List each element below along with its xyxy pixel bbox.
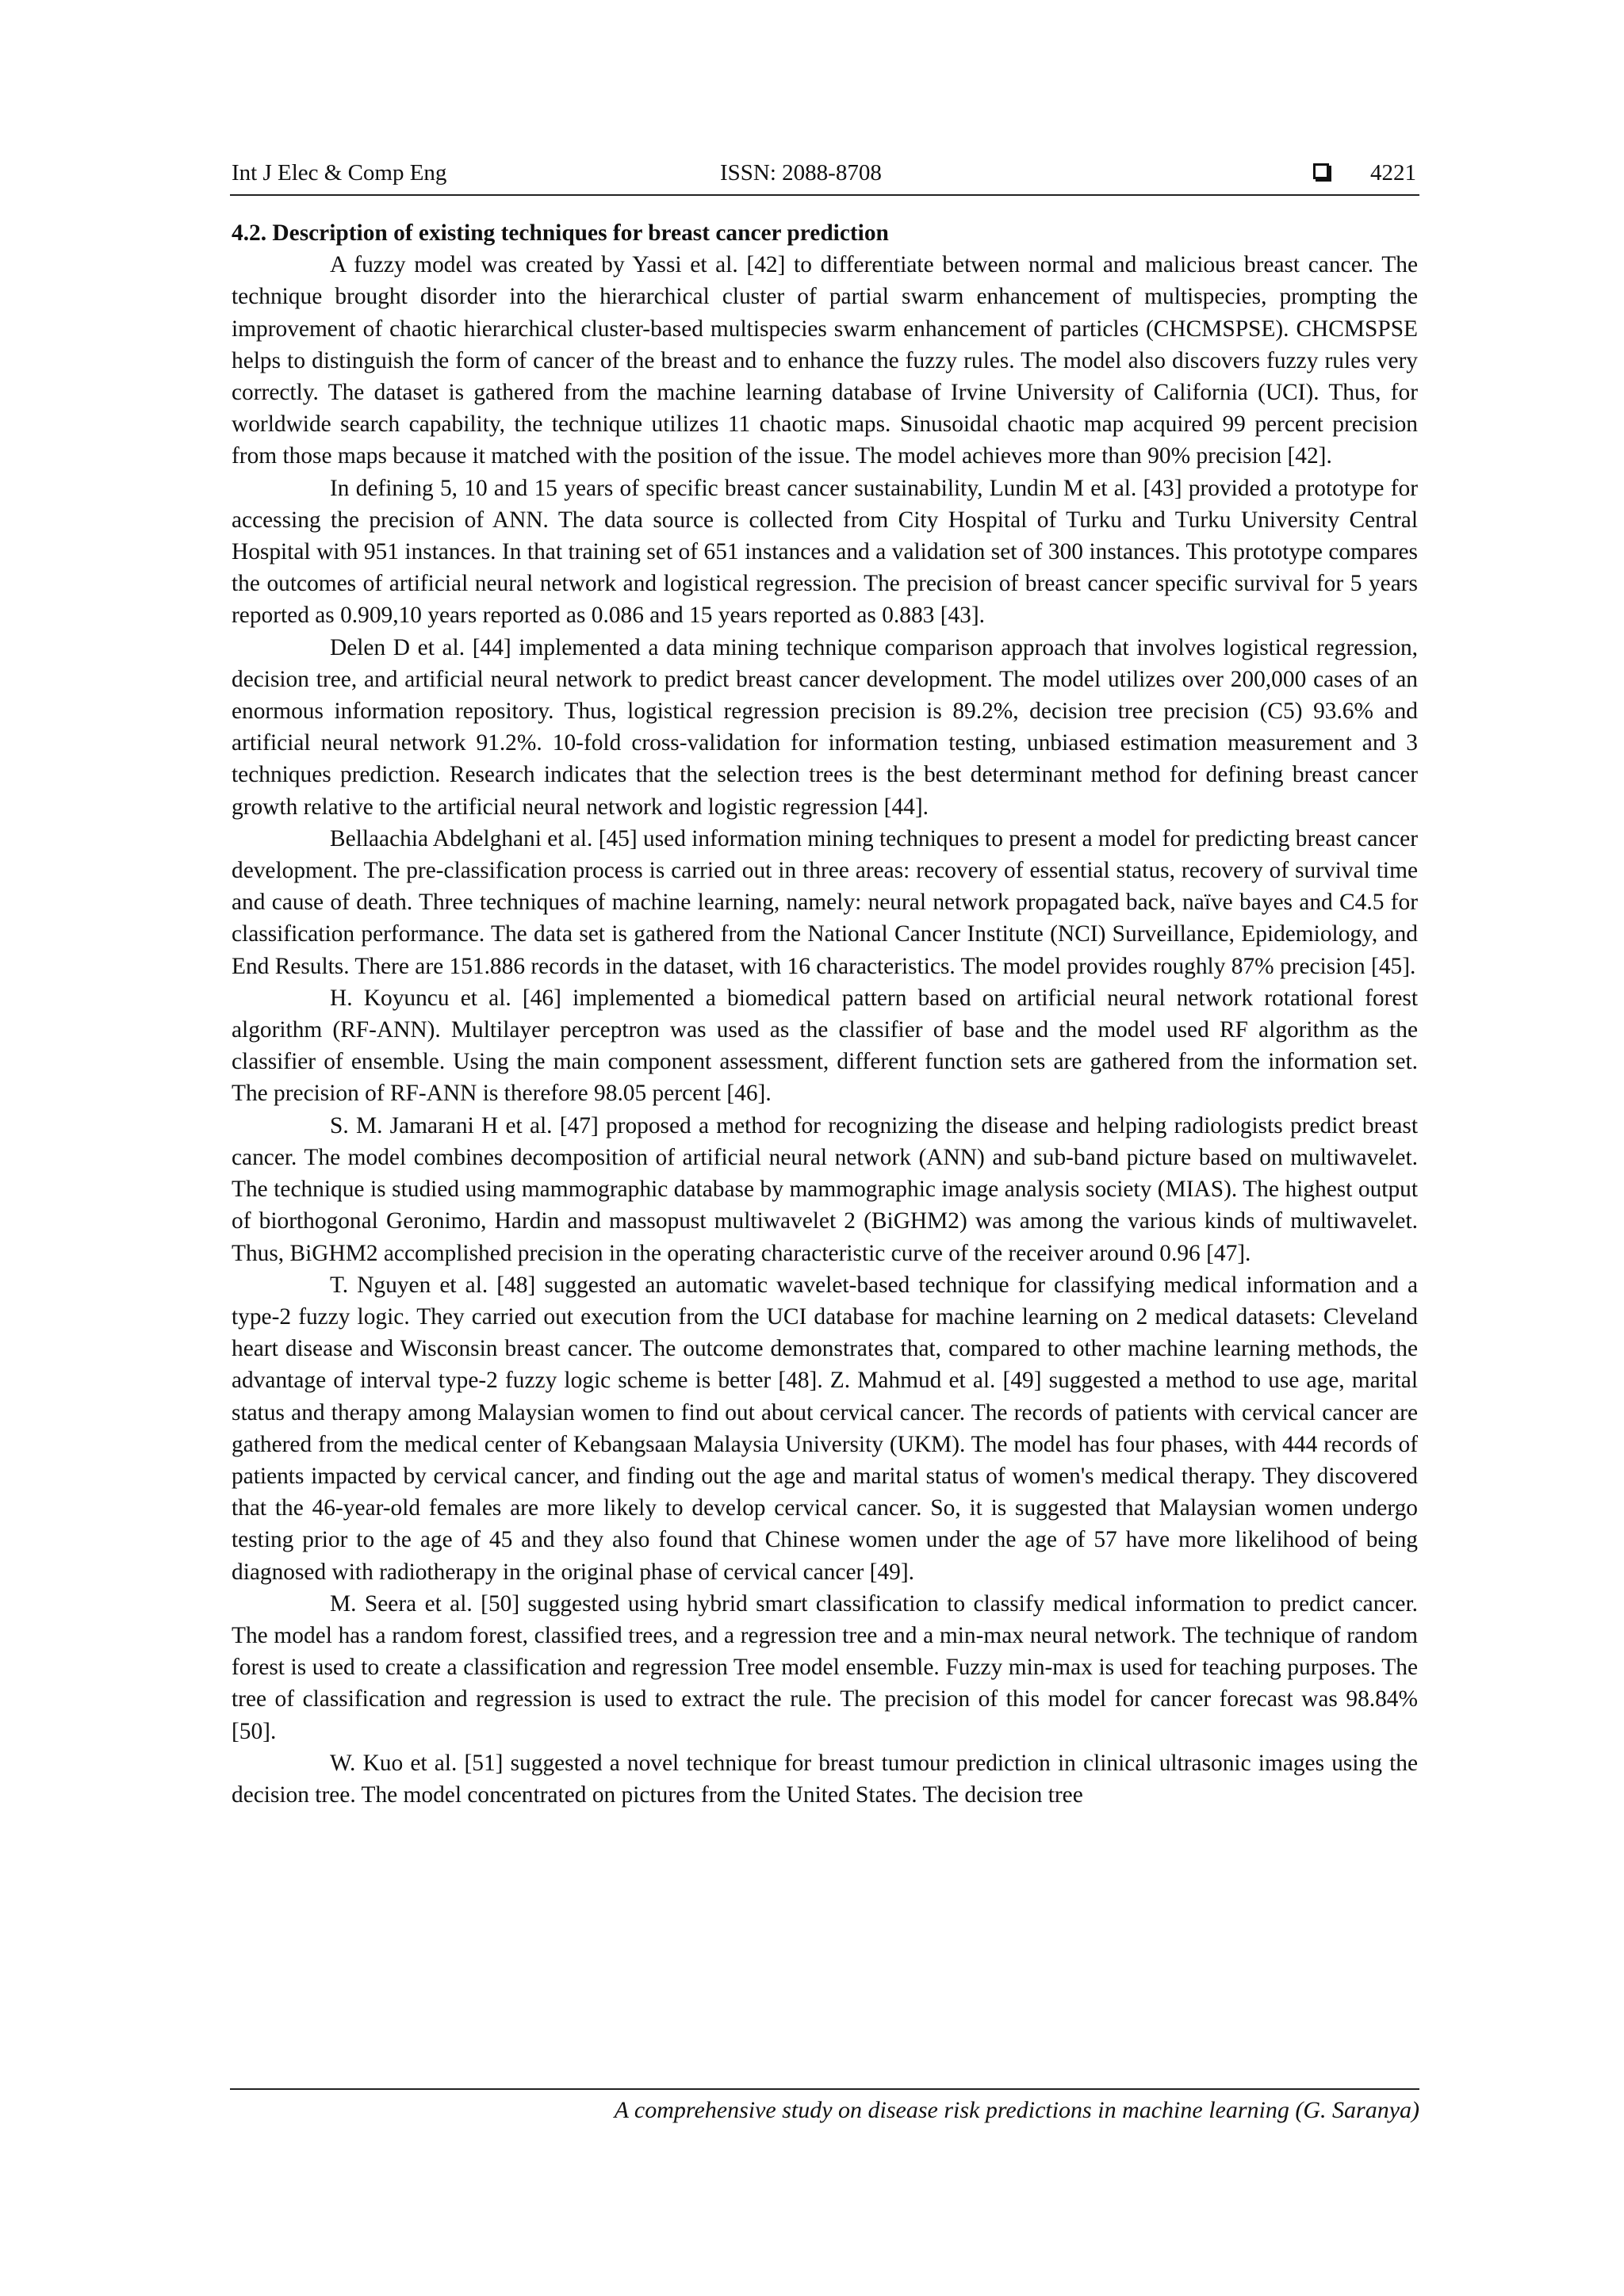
square-bullet-icon [1313,163,1329,179]
header-rule [230,194,1419,196]
section-heading: 4.2. Description of existing techniques for breast cancer prediction [232,220,889,246]
page-number: 4221 [1370,160,1416,186]
paragraph-nguyen: T. Nguyen et al. [48] suggested an automatic wavelet-based technique for classifying medical information and a type-2 fuzzy logic. They carried out execution from the UCI database for machine learning on 2 medical datasets: Cleveland heart disease and Wisconsin breast cancer. The outcome demonstrates that, compared to other machine learning methods, the advantage of interval type-2 fuzzy logic scheme is better [48]. Z. Mahmud et al. [49] suggested a method to use age, marital status and therapy among Malaysian women to find out about cervical cancer. The records of patients with cervical cancer are gathered from the medical center of Kebangsaan Malaysia University (UKM). The model has four phases, with 444 records of patients impacted by cervical cancer, and finding out the age and marital status of women's medical therapy. They discovered that the 46-year-old females are more likely to develop cervical cancer. So, it is suggested that Malaysian women undergo testing prior to the age of 45 and they also found that Chinese women under the age of 57 have more likelihood of being diagnosed with radiotherapy in the original phase of cervical cancer [49]. [232,1272,1418,1585]
paragraph-kuo: W. Kuo et al. [51] suggested a novel technique for breast tumour prediction in clinical ultrasonic images using the decision tree. The model concentrated on pictures from the United States. The decision tree [232,1750,1418,1808]
paragraph-yassi: A fuzzy model was created by Yassi et al. [42] to differentiate between normal and malicious breast cancer. The technique brought disorder into the hierarchical cluster of partial swarm enhancement of multispecies, prompting the improvement of chaotic hierarchical cluster-based multispecies swarm enhancement of particles (CHCMSPSE). CHCMSPSE helps to distinguish the form of cancer of the breast and to enhance the fuzzy rules. The model also discovers fuzzy rules very correctly. The dataset is gathered from the machine learning database of Irvine University of California (UCI). Thus, for worldwide search capability, the technique utilizes 11 chaotic maps. Sinusoidal chaotic map acquired 99 percent precision from those maps because it matched with the position of the issue. The model achieves more than 90% precision [42]. [232,252,1418,469]
paragraph-lundin: In defining 5, 10 and 15 years of specific breast cancer sustainability, Lundin M et al. [43] provided a prototype for accessing the precision of ANN. The data source is collected from City Hospital of Turku and Turku University Central Hospital with 951 instances. In that training set of 651 instances and a validation set of 300 instances. This prototype compares the outcomes of artificial neural network and logistical regression. The precision of breast cancer specific survival for 5 years reported as 0.909,10 years reported as 0.086 and 15 years reported as 0.883 [43]. [232,475,1418,629]
footer-rule [230,2088,1419,2090]
paragraph-bellaachia: Bellaachia Abdelghani et al. [45] used information mining techniques to present a model for predicting breast cancer development. The pre-classification process is carried out in three areas: recovery of essential status, recovery of survival time and cause of death. Three techniques of machine learning, namely: neural network propagated back, naïve bayes and C4.5 for classification performance. The data set is gathered from the National Cancer Institute (NCI) Surveillance, Epidemiology, and End Results. There are 151.886 records in the dataset, with 16 characteristics. The model provides roughly 87% precision [45]. [232,825,1418,979]
running-footer: A comprehensive study on disease risk predictions in machine learning (G. Saranya) [614,2097,1419,2123]
main-content [232,217,1418,1811]
paragraph-koyuncu: H. Koyuncu et al. [46] implemented a biomedical pattern based on artificial neural network rotational forest algorithm (RF-ANN). Multilayer perceptron was used as the classifier of base and the model used RF algorithm as the classifier of ensemble. Using the main component assessment, different function sets are gathered from the information set. The precision of RF-ANN is therefore 98.05 percent [46]. [232,985,1418,1107]
issn-label: ISSN: 2088-8708 [720,160,882,186]
journal-name: Int J Elec & Comp Eng [232,160,447,186]
paragraph-jamarani: S. M. Jamarani H et al. [47] proposed a method for recognizing the disease and helping radiologists predict breast cancer. The model combines decomposition of artificial neural network (ANN) and sub-band picture based on multiwavelet. The technique is studied using mammographic database by mammographic image analysis society (MIAS). The highest output of biorthogonal Geronimo, Hardin and massopust multiwavelet 2 (BiGHM2) was among the various kinds of multiwavelet. Thus, BiGHM2 accomplished precision in the operating characteristic curve of the receiver around 0.96 [47]. [232,1112,1418,1266]
running-header [232,155,1419,192]
paragraph-seera: M. Seera et al. [50] suggested using hybrid smart classification to classify medical information to predict cancer. The model has a random forest, classified trees, and a regression tree and a min-max neural network. The technique of random forest is used to create a classification and regression Tree model ensemble. Fuzzy min-max is used for teaching purposes. The tree of classification and regression is used to extract the rule. The precision of this model for cancer forecast was 98.84% [50]. [232,1590,1418,1744]
paragraph-delen: Delen D et al. [44] implemented a data mining technique comparison approach that involves logistical regression, decision tree, and artificial neural network to predict breast cancer development. The model utilizes over 200,000 cases of an enormous information repository. Thus, logistical regression precision is 89.2%, decision tree precision (C5) 93.6% and artificial neural network 91.2%. 10-fold cross-validation for information testing, unbiased estimation measurement and 3 techniques prediction. Research indicates that the selection trees is the best determinant method for defining breast cancer growth relative to the artificial neural network and logistic regression [44]. [232,634,1418,820]
